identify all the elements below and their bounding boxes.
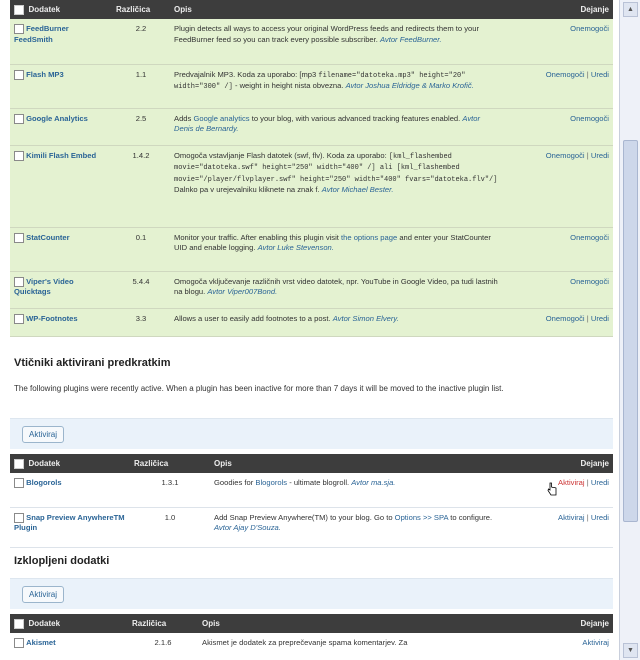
header-actions: Dejanje	[505, 0, 613, 19]
plugin-desc: Adds Google analytics to your blog, with various advanced tracking features enabled. Avtor Denis de Bernardy.	[170, 108, 505, 145]
plugin-version: 1.1	[112, 64, 170, 108]
vertical-scrollbar[interactable]	[619, 0, 640, 660]
row-checkbox[interactable]	[14, 277, 24, 287]
plugin-desc: Predvajalnik MP3. Koda za uporabo: [mp3 filename="datoteka.mp3" height="20" width="300" /] - weight in height nista obvezna. Avtor Joshua Eldridge & Marko Krofič.	[170, 64, 505, 108]
plugin-actions: Onemogoči | Uredi	[505, 145, 613, 227]
edit-link[interactable]: Uredi	[590, 512, 609, 522]
plugin-actions	[505, 271, 613, 308]
deactivate-link[interactable]: Onemogoči	[570, 113, 609, 123]
plugin-name[interactable]: Blogorols	[26, 478, 62, 487]
plugin-actions: Aktiviraj | Uredi	[513, 473, 613, 507]
disabled-bulk-bar	[10, 578, 613, 609]
plugin-actions: Onemogoči | Uredi	[505, 64, 613, 108]
activate-link[interactable]: Aktiviraj	[558, 478, 585, 487]
desc-link[interactable]: the options page	[341, 232, 398, 242]
edit-link[interactable]: Uredi	[590, 150, 609, 160]
disabled-plugins-frame	[10, 614, 613, 660]
plugin-desc: Monitor your traffic. After enabling this plugin visit the options page and enter your StatCounter UID and enable logging. Avtor Luke Stevenson.	[170, 227, 505, 271]
plugin-actions	[513, 633, 613, 660]
row-checkbox[interactable]	[14, 24, 24, 34]
plugin-version: 2.1.6	[128, 633, 198, 660]
plugin-name[interactable]: Akismet	[26, 638, 56, 647]
plugin-name[interactable]: Kimili Flash Embed	[26, 150, 97, 160]
plugin-desc: Omogoča vključevanje različnih vrst video datotek, npr. YouTube in Google Video, pa tudi lastnih na blogu. Avtor Viper007Bond.	[170, 271, 505, 308]
plugin-version: 2.5	[112, 108, 170, 145]
select-all-checkbox[interactable]	[14, 459, 24, 469]
table-header	[10, 0, 613, 19]
disabled-plugins-heading: Izklopljeni dodatki	[14, 555, 110, 567]
recent-plugins-table	[10, 454, 613, 548]
row-checkbox[interactable]	[14, 70, 24, 80]
edit-link[interactable]: Uredi	[590, 478, 609, 487]
recent-plugins-frame	[10, 454, 613, 548]
row-checkbox[interactable]	[14, 233, 24, 243]
row-checkbox[interactable]	[14, 114, 24, 124]
plugin-desc: Plugin detects all ways to access your original WordPress feeds and redirects them to your FeedBurner feed so you can track every possible subscriber. Avtor FeedBurner.	[170, 19, 505, 64]
deactivate-link[interactable]: Onemogoči	[570, 24, 609, 33]
scroll-down-icon[interactable]: ▼	[623, 643, 638, 658]
plugin-desc: Add Snap Preview Anywhere(TM) to your blog. Go to Options >> SPA to configure. Avtor Ajay D'Souza.	[210, 507, 513, 547]
edit-link[interactable]: Uredi	[590, 69, 609, 79]
deactivate-link[interactable]: Onemogoči	[545, 69, 585, 79]
active-plugins-frame	[10, 0, 613, 337]
plugin-version: 5.4.4	[112, 271, 170, 308]
table-row	[10, 145, 613, 227]
plugin-actions	[505, 227, 613, 271]
activate-link[interactable]: Aktiviraj	[582, 638, 609, 647]
plugin-name[interactable]: Viper's Video Quicktags	[14, 276, 74, 296]
plugin-version: 1.4.2	[112, 145, 170, 227]
desc-link[interactable]: Google analytics	[193, 113, 250, 123]
plugin-version: 2.2	[112, 19, 170, 64]
table-row	[10, 633, 613, 660]
plugin-name[interactable]: Flash MP3	[26, 69, 64, 79]
table-row	[10, 473, 613, 507]
row-checkbox[interactable]	[14, 478, 24, 488]
table-row	[10, 308, 613, 336]
select-all-checkbox[interactable]	[14, 619, 24, 629]
recent-plugins-note: The following plugins were recently active. When a plugin has been inactive for more than 7 days it will be moved to the inactive plugin list.	[14, 384, 504, 393]
plugin-version: 1.3.1	[130, 473, 210, 507]
header-version: Različica	[112, 0, 170, 19]
scroll-up-icon[interactable]: ▲	[623, 2, 638, 17]
plugin-name[interactable]: Snap Preview AnywhereTM Plugin	[14, 512, 125, 532]
desc-link[interactable]: Options >> SPA	[394, 512, 449, 522]
hand-cursor-icon	[547, 482, 557, 496]
plugin-desc: Allows a user to easily add footnotes to a post. Avtor Simon Elvery.	[170, 308, 505, 336]
deactivate-link[interactable]: Onemogoči	[545, 313, 585, 323]
table-row	[10, 507, 613, 547]
select-all-checkbox[interactable]	[14, 5, 24, 15]
plugin-desc: Omogoča vstavljanje Flash datotek (swf, flv). Koda za uporabo: [kml_flashembed movie="datoteka.swf" height="250" width="400" /] ali [kml_flashembed movie="/player/flvplayer.swf" height="250" width="400" fvars="datoteka.flv"/] Dalnko pa v urejevalniku kliknete na znak f. Avtor Michael Bester.	[170, 145, 505, 227]
table-header: Dodatek Različica Opis Dejanje	[10, 454, 613, 473]
plugin-actions	[505, 108, 613, 145]
deactivate-link[interactable]: Onemogoči	[570, 276, 609, 286]
plugin-actions	[505, 19, 613, 64]
table-row	[10, 227, 613, 271]
plugin-version: 0.1	[112, 227, 170, 271]
activate-button[interactable]: Aktiviraj	[22, 586, 64, 603]
table-row	[10, 19, 613, 64]
active-plugins-table	[10, 0, 613, 337]
plugin-version: 3.3	[112, 308, 170, 336]
table-header: Dodatek Različica Opis Dejanje	[10, 614, 613, 633]
plugin-actions: Aktiviraj | Uredi	[513, 507, 613, 547]
desc-link[interactable]: Blogorols	[255, 478, 288, 487]
plugin-name[interactable]: FeedBurner FeedSmith	[14, 24, 69, 44]
plugin-name[interactable]: Google Analytics	[26, 113, 88, 123]
plugin-name[interactable]: WP-Footnotes	[26, 313, 78, 323]
plugin-actions: Onemogoči | Uredi	[505, 308, 613, 336]
recent-plugins-heading: Vtičniki aktivirani predkratkim	[14, 357, 171, 369]
header-desc: Opis	[170, 0, 505, 19]
row-checkbox[interactable]	[14, 638, 24, 648]
table-row	[10, 108, 613, 145]
deactivate-link[interactable]: Onemogoči	[545, 150, 585, 160]
row-checkbox[interactable]	[14, 314, 24, 324]
activate-link[interactable]: Aktiviraj	[558, 512, 585, 522]
disabled-plugins-table	[10, 614, 613, 660]
header-plugin: Dodatek	[10, 0, 112, 19]
recent-bulk-bar	[10, 418, 613, 449]
activate-button[interactable]: Aktiviraj	[22, 426, 64, 443]
plugin-version: 1.0	[130, 507, 210, 547]
table-row	[10, 271, 613, 308]
table-row	[10, 64, 613, 108]
row-checkbox[interactable]	[14, 151, 24, 161]
scrollbar-thumb[interactable]	[623, 140, 638, 522]
plugin-desc: Goodies for Blogorols - ultimate blogroll. Avtor ma.sja.	[210, 473, 513, 507]
plugin-name[interactable]: StatCounter	[26, 232, 70, 242]
plugin-desc: Akismet je dodatek za preprečevanje spama komentarjev. Za	[198, 633, 513, 660]
edit-link[interactable]: Uredi	[590, 313, 609, 323]
row-checkbox[interactable]	[14, 513, 24, 523]
deactivate-link[interactable]: Onemogoči	[570, 232, 609, 242]
